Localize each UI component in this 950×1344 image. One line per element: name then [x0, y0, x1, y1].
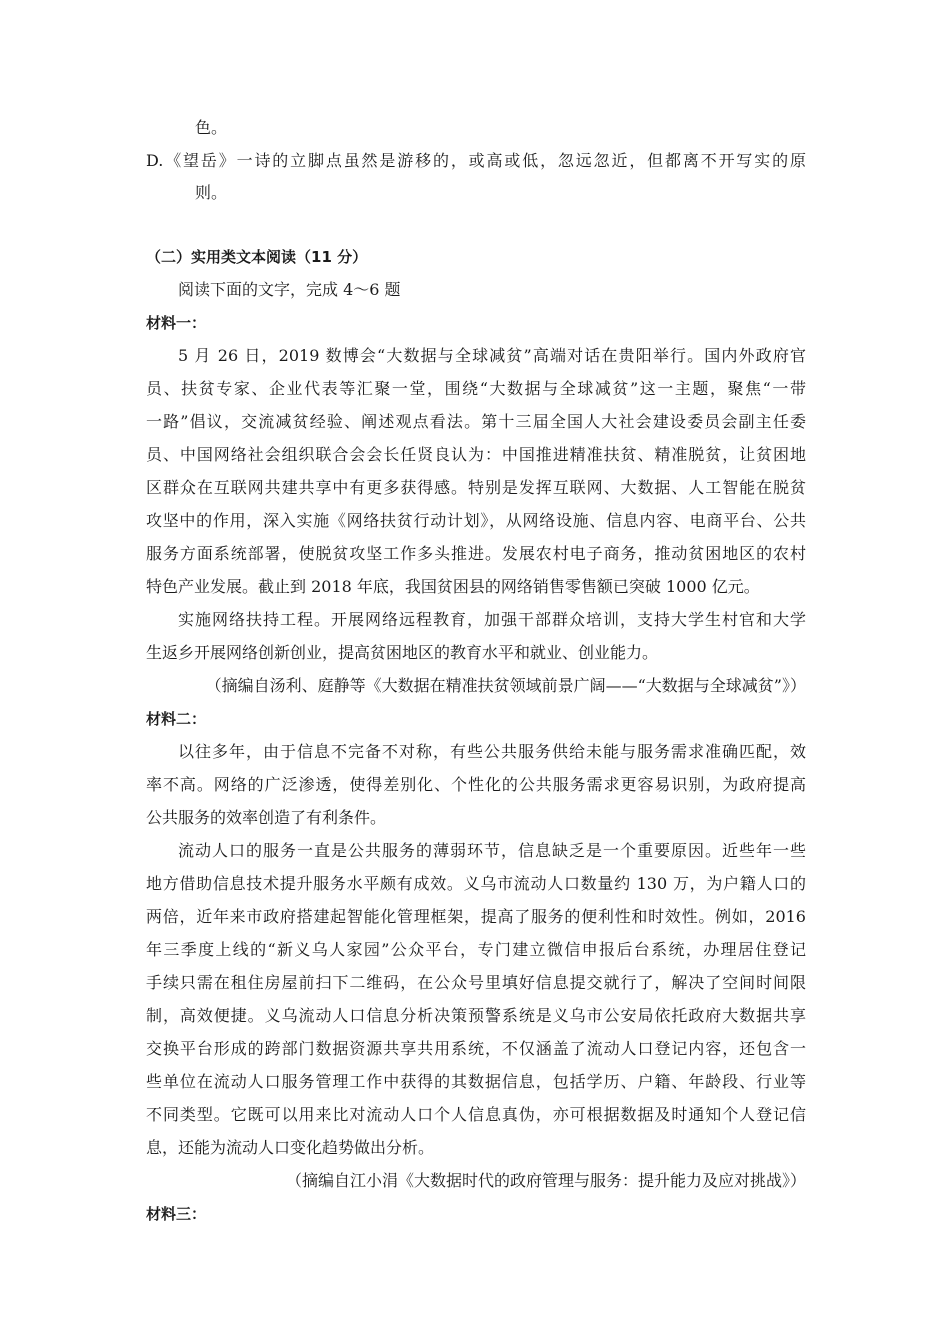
material-1-para-1-line: 5 月 26 日，2019 数博会“大数据与全球减贫”高端对话在贵阳举行。国内外政府官	[178, 346, 806, 365]
material-2-para-1-line: 率不高。网络的广泛渗透，使得差别化、个性化的公共服务需求更容易识别，为政府提高	[146, 775, 806, 794]
material-2-para-2-line: 交换平台形成的跨部门数据资源共享共用系统，不仅涵盖了流动人口登记内容，还包含一	[146, 1039, 806, 1058]
material-1-para-1-line: 区群众在互联网共建共享中有更多获得感。特别是发挥互联网、大数据、人工智能在脱贫	[146, 478, 806, 497]
option-c-tail: 色。	[195, 118, 228, 137]
material-1-para-2-line: 生返乡开展网络创新创业，提高贫困地区的教育水平和就业、创业能力。	[146, 643, 659, 662]
option-d-line-2: 则。	[195, 183, 228, 202]
material-2-para-2-line: 两倍，近年来市政府搭建起智能化管理框架，提高了服务的便利性和时效性。例如，2016	[146, 907, 806, 926]
option-d-line-1: D.《望岳》一诗的立脚点虽然是游移的，或高或低，忽远忽近，但都离不开写实的原	[146, 151, 806, 170]
material-2-para-2-line: 些单位在流动人口服务管理工作中获得的其数据信息，包括学历、户籍、年龄段、行业等	[146, 1072, 806, 1091]
material-1-para-1-line: 一路”倡议，交流减贫经验、阐述观点看法。第十三届全国人大社会建设委员会副主任委	[146, 412, 806, 431]
material-2-para-2-line: 地方借助信息技术提升服务水平颇有成效。义乌市流动人口数量约 130 万，为户籍人口的	[146, 874, 806, 893]
material-2-para-2-line: 年三季度上线的“新义乌人家园”公众平台，专门建立微信申报后台系统，办理居住登记	[146, 940, 806, 959]
material-2-para-1-line: 公共服务的效率创造了有利条件。	[146, 808, 387, 827]
material-2-source: （摘编自江小涓《大数据时代的政府管理与服务：提升能力及应对挑战》）	[285, 1171, 806, 1190]
material-1-para-1-line: 特色产业发展。截止到 2018 年底，我国贫困县的网络销售零售额已突破 1000 亿元。	[146, 577, 760, 596]
material-1-para-1-line: 员、中国网络社会组织联合会会长任贤良认为：中国推进精准扶贫、精准脱贫，让贫困地	[146, 445, 806, 464]
material-1-para-1-line: 攻坚中的作用，深入实施《网络扶贫行动计划》，从网络设施、信息内容、电商平台、公共	[146, 511, 806, 530]
material-2-para-2-line: 流动人口的服务一直是公共服务的薄弱环节，信息缺乏是一个重要原因。近些年一些	[178, 841, 806, 860]
material-1-para-1-line: 服务方面系统部署，使脱贫攻坚工作多头推进。发展农村电子商务，推动贫困地区的农村	[146, 544, 806, 563]
material-1-label: 材料一：	[146, 314, 207, 332]
material-2-para-2-line: 手续只需在租住房屋前扫下二维码，在公众号里填好信息提交就行了，解决了空间时间限	[146, 973, 806, 992]
material-1-para-1-line: 员、扶贫专家、企业代表等汇聚一堂，围绕“大数据与全球减贫”这一主题，聚焦“一带	[146, 379, 806, 398]
material-1-para-2-line: 实施网络扶持工程。开展网络远程教育，加强干部群众培训，支持大学生村官和大学	[178, 610, 806, 629]
material-2-para-2-line: 息，还能为流动人口变化趋势做出分析。	[146, 1138, 435, 1157]
section-instruction: 阅读下面的文字，完成 4～6 题	[178, 280, 401, 299]
material-1-source: （摘编自汤利、庭静等《大数据在精准扶贫领域前景广阔——“大数据与全球减贫”》）	[205, 676, 806, 695]
material-2-para-1-line: 以往多年，由于信息不完备不对称，有些公共服务供给未能与服务需求准确匹配，效	[178, 742, 806, 761]
material-2-para-2-line: 不同类型。它既可以用来比对流动人口个人信息真伪，亦可根据数据及时通知个人登记信	[146, 1105, 806, 1124]
material-2-label: 材料二：	[146, 710, 207, 728]
section-heading: （二）实用类文本阅读（11 分）	[146, 248, 368, 266]
material-2-para-2-line: 制，高效便捷。义乌流动人口信息分析决策预警系统是义乌市公安局依托政府大数据共享	[146, 1006, 806, 1025]
material-3-label: 材料三：	[146, 1205, 207, 1223]
